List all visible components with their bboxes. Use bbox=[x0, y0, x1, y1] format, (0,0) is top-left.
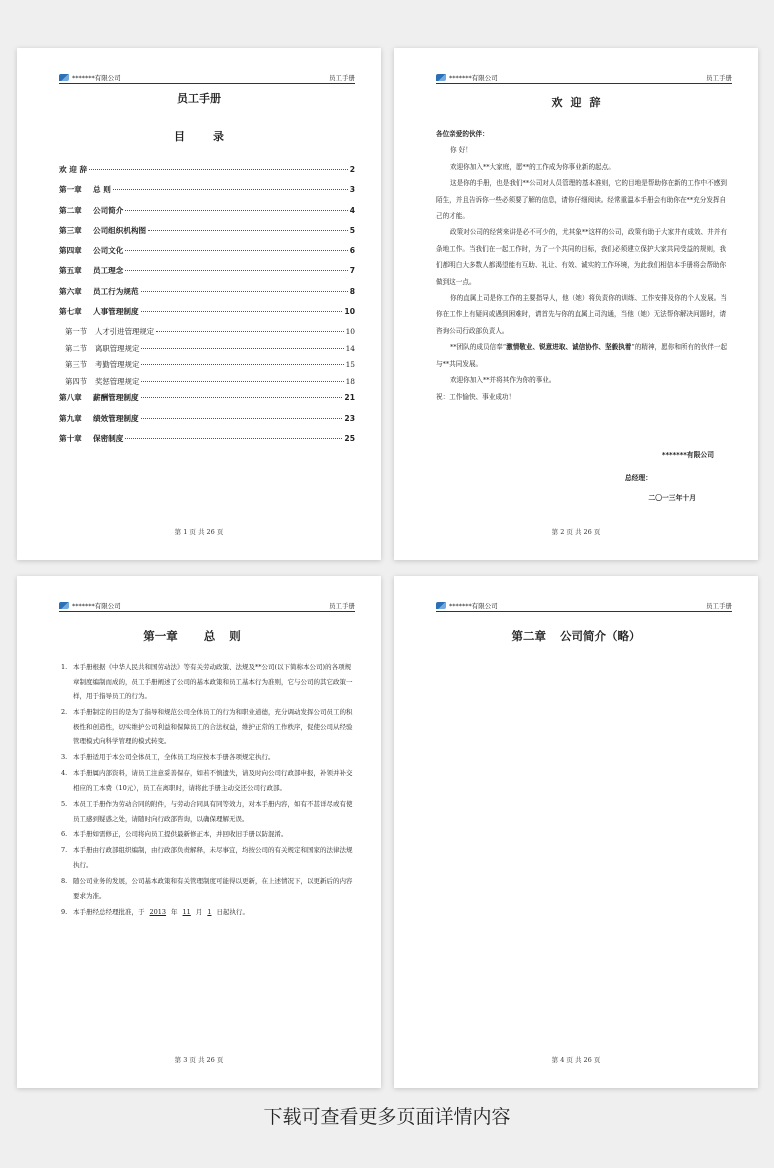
item-number: 6. bbox=[61, 830, 68, 839]
toc-page-number: 10 bbox=[345, 327, 355, 337]
toc-page-number: 7 bbox=[349, 266, 355, 276]
company-logo-icon bbox=[59, 74, 69, 81]
toc-leader-dots bbox=[89, 169, 348, 170]
toc-leader-dots bbox=[141, 397, 343, 398]
welcome-title: 欢迎辞 bbox=[551, 96, 609, 109]
toc-title: 目录 bbox=[174, 130, 252, 143]
spirit-before: **团队的成员信奉“ bbox=[450, 343, 507, 352]
toc-number: 欢 迎 辞 bbox=[59, 165, 88, 174]
effective-day: 1 bbox=[207, 907, 212, 916]
item-number: 8. bbox=[61, 877, 68, 886]
toc-leader-dots bbox=[141, 311, 343, 312]
toc-number: 第九章 bbox=[59, 413, 82, 423]
item-text bbox=[73, 905, 355, 920]
toc-label: 考勤管理规定 bbox=[95, 360, 140, 370]
list-item bbox=[61, 705, 355, 749]
toc-chapter-row[interactable] bbox=[59, 413, 355, 433]
toc-chapter-row[interactable] bbox=[59, 205, 355, 225]
toc-chapter-row[interactable] bbox=[59, 392, 355, 412]
toc-page-number: 6 bbox=[349, 246, 355, 256]
toc-number: 第五章 bbox=[59, 266, 82, 276]
toc-section-row[interactable] bbox=[59, 326, 355, 343]
company-logo-icon bbox=[436, 602, 446, 609]
welcome-body bbox=[436, 126, 728, 405]
toc-label: 保密制度 bbox=[93, 433, 124, 443]
download-more-note[interactable]: 下载可查看更多页面详情内容 bbox=[263, 1106, 511, 1128]
toc-number: 第三章 bbox=[59, 225, 82, 235]
toc-label: 员工理念 bbox=[93, 266, 124, 276]
effective-month: 11 bbox=[182, 907, 191, 916]
toc-leader-dots bbox=[148, 230, 348, 231]
toc-leader-dots bbox=[141, 291, 348, 292]
welcome-paragraph: 这是你的手册，也是我们**公司对人员管理的基本准则，它的目地是帮助你在新的工作中不感到陌生，并且告诉你一些必须要了解的信息，请你仔细阅读。经常重温本手册会有助你在**充分发挥自己的才能。 bbox=[436, 179, 727, 221]
page-header bbox=[59, 72, 355, 84]
company-logo-icon bbox=[59, 602, 69, 609]
chapter-name: 总则 bbox=[203, 629, 255, 643]
item-text: 本手册如需修正，公司将向员工提供最新修正本，并回收旧手册以防混淆。 bbox=[73, 830, 288, 839]
list-item bbox=[61, 827, 355, 842]
toc-leader-dots bbox=[113, 189, 348, 190]
item-number: 4. bbox=[61, 769, 68, 778]
header-manual-label: 员工手册 bbox=[329, 602, 355, 610]
header-company: *******有限公司 bbox=[449, 74, 498, 82]
toc-leader-dots bbox=[125, 250, 347, 251]
toc-page-number: 18 bbox=[345, 376, 355, 386]
toc-page-number: 21 bbox=[344, 393, 355, 403]
welcome-wish: 祝：工作愉快、事业成功！ bbox=[436, 392, 516, 401]
document-page-3 bbox=[17, 576, 381, 1088]
toc-label: 人才引进管理规定 bbox=[95, 327, 155, 337]
toc-leader-dots bbox=[141, 418, 343, 419]
page-footer: 第 4 页 共 26 页 bbox=[551, 1056, 601, 1064]
toc-leader-dots bbox=[125, 210, 347, 211]
toc-chapter-row[interactable] bbox=[59, 225, 355, 245]
item-number: 7. bbox=[61, 846, 68, 855]
toc-label: 离职管理规定 bbox=[95, 343, 140, 353]
toc-number: 第二章 bbox=[59, 205, 82, 215]
header-manual-label: 员工手册 bbox=[329, 74, 355, 82]
header-company: *******有限公司 bbox=[72, 602, 121, 610]
toc-page-number: 25 bbox=[344, 433, 355, 443]
toc-chapter-row[interactable] bbox=[59, 184, 355, 204]
toc-number: 第四章 bbox=[59, 246, 82, 256]
page-footer: 第 3 页 共 26 页 bbox=[174, 1056, 224, 1064]
page-footer: 第 2 页 共 26 页 bbox=[551, 528, 601, 536]
toc-label: 公司简介 bbox=[93, 205, 124, 215]
toc-label: 员工行为规范 bbox=[93, 286, 139, 296]
company-logo-icon bbox=[436, 74, 446, 81]
item-text: 本手册适用于本公司全体员工，全体员工均应按本手册各项规定执行。 bbox=[73, 753, 275, 762]
list-item bbox=[61, 905, 355, 920]
toc-leader-dots bbox=[125, 270, 347, 271]
toc-number: 第六章 bbox=[59, 286, 82, 296]
year-label: 年 bbox=[171, 907, 178, 916]
toc-chapter-row[interactable] bbox=[59, 265, 355, 285]
signature-date: 二〇一三年十月 bbox=[648, 494, 696, 502]
toc-label: 人事管理制度 bbox=[93, 307, 139, 317]
toc-number: 第四节 bbox=[65, 376, 88, 386]
toc-number: 第八章 bbox=[59, 393, 82, 403]
welcome-hello: 你 好！ bbox=[450, 146, 472, 155]
header-company: *******有限公司 bbox=[449, 602, 498, 610]
signature-company: *******有限公司 bbox=[661, 451, 714, 459]
toc-label: 总 则 bbox=[93, 185, 111, 195]
header-company: *******有限公司 bbox=[72, 74, 121, 82]
toc-section-row[interactable] bbox=[59, 359, 355, 376]
chapter-number: 第二章 bbox=[511, 629, 546, 643]
page-footer: 第 1 页 共 26 页 bbox=[174, 528, 224, 536]
document-title: 员工手册 bbox=[177, 92, 221, 105]
effective-prefix: 本手册经总经理批准，于 bbox=[73, 907, 145, 916]
toc-leader-dots bbox=[141, 364, 343, 365]
item-text: 本手册根据《中华人民共和国劳动法》等有关劳动政策、法规及**公司(以下简称本公司)的各项规章制度编制而成的，员工手册阐述了公司的基本政策和员工基本行为准则，它与公司的其它政策一样，用于指导员工的行为。 bbox=[73, 663, 353, 701]
toc-number: 第七章 bbox=[59, 307, 82, 317]
toc-page-number: 4 bbox=[349, 205, 355, 215]
toc-label: 绩效管理制度 bbox=[93, 413, 139, 423]
toc-page-number: 10 bbox=[344, 307, 355, 317]
list-item bbox=[61, 766, 355, 795]
chapter-number: 第一章 bbox=[143, 629, 178, 643]
toc-leader-dots bbox=[156, 331, 343, 332]
list-item bbox=[61, 750, 355, 765]
welcome-greeting: 各位亲爱的伙伴： bbox=[436, 130, 489, 138]
toc-page-number: 5 bbox=[349, 225, 355, 235]
spirit-motto: 激情敬业、锐意进取、诚信协作、坚毅执着 bbox=[506, 343, 632, 352]
list-item bbox=[61, 660, 355, 704]
toc-chapter-row[interactable] bbox=[59, 286, 355, 306]
toc-chapter-row[interactable] bbox=[59, 306, 355, 326]
welcome-paragraph: 政策对公司的经营来讲是必不可少的，尤其象**这样的公司，政策有助于大家井有成效、井并有条地工作。当我们在一起工作时，为了一个共同的目标，我们必须建立保护大家共同受益的规则，我们都明白大多数人都渴望能有互助、礼让、有效、诚实的工作环境，为此我们相信本手册将会帮助你做到这一点。 bbox=[436, 228, 727, 286]
welcome-spirit bbox=[436, 339, 728, 372]
header-manual-label: 员工手册 bbox=[706, 602, 732, 610]
effective-suffix: 日起执行。 bbox=[216, 907, 249, 916]
page-header bbox=[59, 600, 355, 612]
table-of-contents bbox=[59, 164, 355, 453]
chapter-title bbox=[394, 628, 758, 644]
header-brand bbox=[59, 73, 121, 82]
toc-number: 第三节 bbox=[65, 360, 88, 370]
toc-label: 公司组织机构图 bbox=[93, 225, 147, 235]
toc-page-number: 3 bbox=[349, 185, 355, 195]
header-brand bbox=[436, 601, 498, 610]
chapter-name: 公司简介（略） bbox=[560, 629, 641, 643]
header-brand bbox=[436, 73, 498, 82]
toc-leader-dots bbox=[141, 381, 343, 382]
spirit-after: ”的精神，愿你和所有的伙伴一起与**共同发展。 bbox=[436, 343, 728, 368]
item-number: 2. bbox=[61, 708, 68, 717]
toc-chapter-row[interactable] bbox=[59, 433, 355, 453]
welcome-paragraph: 欢迎你加入**大家庭，愿**的工作成为你事业新的起点。 bbox=[450, 162, 615, 171]
toc-leader-dots bbox=[141, 348, 343, 349]
toc-section-row[interactable] bbox=[59, 343, 355, 360]
item-text: 本手册由行政部组织编制，由行政部负责解释，未尽事宜，均按公司的有关规定和国家的法律法规执行。 bbox=[73, 846, 353, 870]
signature-general-manager: 总经理： bbox=[624, 474, 652, 482]
toc-label: 奖惩管理规定 bbox=[95, 376, 140, 386]
welcome-paragraph: 你的直属上司是你工作的主要指导人，他（她）将负责你的训练、工作安排及你的个人发展。当你在工作上有疑问或遇到困难时，请首先与你的直属上司沟通，当他（她）无法帮你解决问题时，请咨询公司行政部负责人。 bbox=[436, 294, 727, 335]
toc-page-number: 8 bbox=[349, 286, 355, 296]
toc-label: 薪酬管理制度 bbox=[93, 393, 139, 403]
list-item bbox=[61, 843, 355, 872]
list-item bbox=[61, 797, 355, 826]
item-number: 3. bbox=[61, 753, 68, 762]
month-label: 月 bbox=[195, 907, 203, 916]
welcome-closing: 欢迎你加入**并将其作为你的事业。 bbox=[450, 376, 556, 385]
document-page-2 bbox=[394, 48, 758, 560]
toc-page-number: 14 bbox=[345, 343, 355, 353]
rules-list bbox=[61, 660, 355, 921]
item-text: 本手册制定的目的是为了指导和规范公司全体员工的行为和职业道德，充分调动发挥公司员工的积极性和创造性，切实维护公司利益和保障员工的合法权益，维护正常的工作秩序，促使公司从经验管理模式向科学管理的模式转变。 bbox=[73, 708, 353, 746]
page-header bbox=[436, 72, 732, 84]
toc-page-number: 2 bbox=[349, 165, 355, 174]
item-text: 本员工手册作为劳动合同的附件，与劳动合同具有同等效力，对本手册内容，如有不甚详尽或有使员工感到疑惑之处，请随时向行政部咨询，以确保理解无误。 bbox=[73, 799, 353, 823]
list-item bbox=[61, 874, 355, 903]
document-page-1 bbox=[17, 48, 381, 560]
effective-year: 2013 bbox=[149, 907, 167, 916]
toc-leader-dots bbox=[125, 438, 342, 439]
toc-chapter-row[interactable] bbox=[59, 245, 355, 265]
toc-number: 第二节 bbox=[65, 343, 88, 353]
toc-section-row[interactable] bbox=[59, 376, 355, 393]
toc-number: 第一节 bbox=[65, 327, 88, 337]
header-manual-label: 员工手册 bbox=[706, 74, 732, 82]
item-text: 随公司业务的发展，公司基本政策和有关管理制度可能得以更新，在上述情况下，以更新后的内容要求为准。 bbox=[73, 877, 353, 900]
header-brand bbox=[59, 601, 121, 610]
chapter-title bbox=[17, 628, 381, 644]
document-page-4 bbox=[394, 576, 758, 1088]
toc-page-number: 15 bbox=[345, 360, 355, 370]
item-number: 5. bbox=[61, 799, 68, 808]
item-number: 1. bbox=[61, 663, 68, 671]
toc-chapter-row[interactable] bbox=[59, 164, 355, 184]
toc-page-number: 23 bbox=[344, 413, 355, 423]
toc-label: 公司文化 bbox=[93, 246, 124, 256]
item-number: 9. bbox=[61, 907, 68, 916]
toc-number: 第十章 bbox=[59, 433, 82, 443]
item-text: 本手册属内部资料，请员工注意妥善保存，如若不慎遗失，请及时向公司行政部申报，补领并补交相应的工本费（10元），员工在离职时，请将此手册主动交还公司行政部。 bbox=[73, 769, 353, 792]
toc-number: 第一章 bbox=[59, 185, 82, 195]
page-header bbox=[436, 600, 732, 612]
